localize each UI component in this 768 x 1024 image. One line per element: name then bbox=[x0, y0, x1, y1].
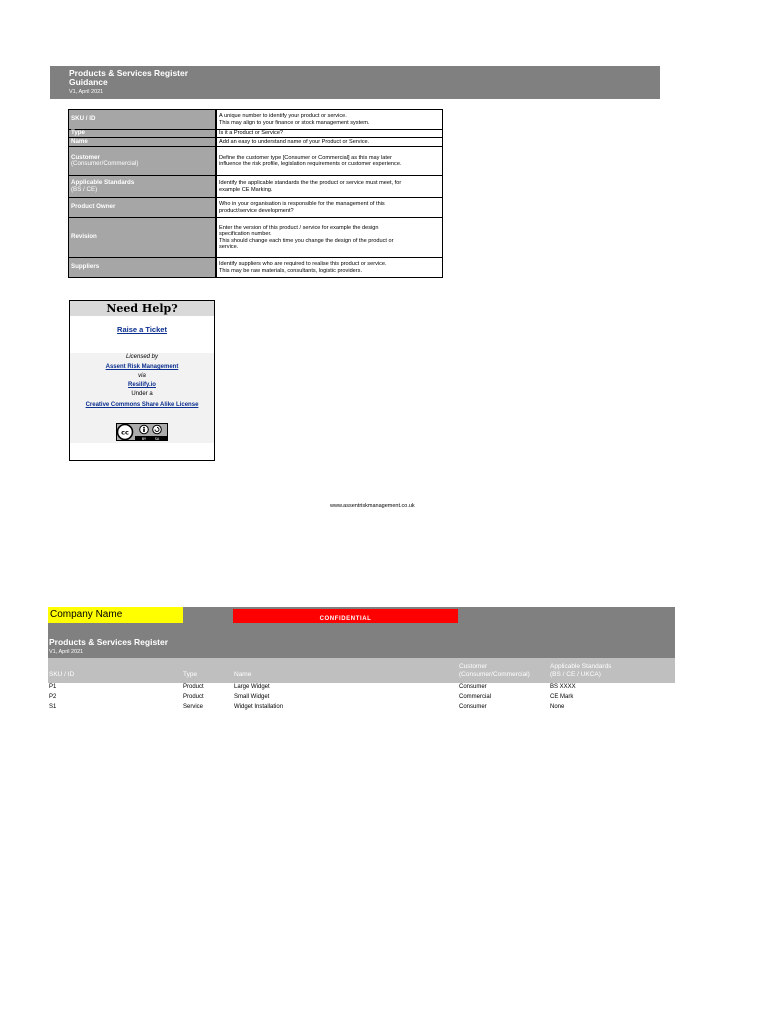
guidance-desc-cell bbox=[216, 176, 443, 198]
guidance-key: Name bbox=[71, 137, 88, 145]
guidance-key: Customer bbox=[71, 153, 100, 161]
licensed-by-text: Licensed by bbox=[125, 354, 159, 360]
table-cell: None bbox=[550, 704, 565, 710]
guidance-desc-line: Define the customer type [Consumer or Commercial] as this may later bbox=[219, 154, 392, 161]
guidance-key-cell bbox=[69, 130, 217, 138]
guidance-version: V1, April 2021 bbox=[69, 89, 104, 95]
guidance-table bbox=[68, 109, 443, 278]
website-url: www.assentriskmanagement.co.uk bbox=[330, 503, 415, 509]
guidance-key-cell bbox=[69, 176, 217, 198]
guidance-row bbox=[69, 110, 443, 130]
column-header: Name bbox=[234, 671, 252, 678]
help-box bbox=[69, 300, 215, 461]
guidance-desc-line: Is it a Product or Service? bbox=[219, 130, 284, 137]
register-version: V1, April 2021 bbox=[49, 649, 84, 655]
table-cell: Product bbox=[183, 694, 204, 700]
cc-letters: cc bbox=[121, 428, 129, 437]
guidance-desc-line: service. bbox=[219, 244, 239, 250]
guidance-desc-cell bbox=[216, 218, 443, 258]
table-cell: Commercial bbox=[459, 694, 492, 700]
guidance-desc-cell bbox=[216, 258, 443, 278]
company-name-field[interactable]: Company Name bbox=[48, 607, 183, 623]
org-link[interactable]: Assent Risk Management bbox=[105, 364, 179, 370]
guidance-desc-cell bbox=[216, 198, 443, 218]
guidance-key: Suppliers bbox=[71, 263, 100, 271]
column-header: (Consumer/Commercial) bbox=[459, 671, 530, 678]
guidance-row bbox=[69, 138, 443, 147]
guidance-key-cell bbox=[69, 110, 217, 130]
guidance-desc-cell bbox=[216, 130, 443, 138]
guidance-key-sub: (Consumer/Commercial) bbox=[71, 160, 139, 167]
cc-by-sa-icon bbox=[116, 423, 168, 441]
column-header: Type bbox=[183, 671, 198, 678]
guidance-key-cell bbox=[69, 138, 217, 147]
resilify-link[interactable]: Resilify.io bbox=[128, 382, 156, 388]
table-cell: S1 bbox=[49, 704, 57, 710]
guidance-desc-line: This may align to your finance or stock management system. bbox=[219, 119, 370, 126]
guidance-desc-line: example CE Marking. bbox=[219, 186, 273, 193]
guidance-row bbox=[69, 218, 443, 258]
guidance-desc-line: Enter the version of this product / service for example the design bbox=[219, 224, 379, 231]
guidance-key-sub: (BS / CE) bbox=[71, 185, 98, 193]
guidance-desc-line: A unique number to identify your product or service. bbox=[219, 113, 347, 119]
guidance-key: Revision bbox=[71, 233, 97, 241]
guidance-desc-line: specification number. bbox=[219, 231, 272, 237]
register-title: Products & Services Register bbox=[49, 637, 169, 647]
guidance-key-cell bbox=[69, 198, 217, 218]
guidance-key-cell bbox=[69, 218, 217, 258]
guidance-key: SKU / ID bbox=[71, 115, 96, 123]
license-link[interactable]: Creative Commons Share Alike License bbox=[85, 402, 199, 408]
guidance-key-cell bbox=[69, 258, 217, 278]
guidance-desc-cell bbox=[216, 147, 443, 176]
raise-ticket-link[interactable]: Raise a Ticket bbox=[117, 325, 167, 334]
via-text: via bbox=[138, 373, 146, 379]
under-text: Under a bbox=[131, 391, 153, 397]
column-header: Customer bbox=[459, 663, 488, 670]
column-header: Applicable Standards bbox=[550, 663, 612, 670]
guidance-row bbox=[69, 130, 443, 138]
table-cell: Large Widget bbox=[234, 684, 270, 690]
help-title: Need Help? bbox=[70, 301, 214, 316]
guidance-desc-line: This should change each time you change the design of the product or bbox=[219, 237, 394, 244]
column-header: (BS / CE / UKCA) bbox=[550, 671, 601, 678]
confidential-banner: CONFIDENTIAL bbox=[233, 609, 458, 623]
table-cell: Consumer bbox=[459, 704, 487, 710]
guidance-key: Applicable Standards bbox=[71, 179, 135, 186]
guidance-row bbox=[69, 176, 443, 198]
guidance-key-cell bbox=[69, 147, 217, 176]
guidance-row bbox=[69, 198, 443, 218]
guidance-key: Product Owner bbox=[71, 203, 116, 211]
table-cell: Product bbox=[183, 684, 204, 690]
guidance-desc-cell bbox=[216, 110, 443, 130]
guidance-key: Type bbox=[71, 129, 85, 137]
guidance-row bbox=[69, 258, 443, 278]
column-header: SKU / ID bbox=[49, 671, 75, 678]
table-cell: Widget Installation bbox=[234, 704, 284, 710]
table-cell: Consumer bbox=[459, 684, 487, 690]
by-letters: BY bbox=[141, 436, 147, 441]
guidance-desc-cell bbox=[216, 138, 443, 147]
guidance-desc-line: This may be raw materials, consultants, logistic providers. bbox=[219, 267, 363, 274]
guidance-desc-line: product/service development? bbox=[219, 207, 294, 214]
sa-letters: SA bbox=[154, 436, 160, 441]
guidance-desc-line: Add an easy to understand name of your Product or Service. bbox=[219, 138, 370, 145]
table-cell: Service bbox=[183, 704, 204, 710]
table-cell: P2 bbox=[49, 694, 57, 700]
table-cell: CE Mark bbox=[550, 694, 574, 700]
guidance-desc-line: Identify suppliers who are required to realise this product or service. bbox=[219, 261, 387, 267]
guidance-desc-line: Identify the applicable standards the the product or service must meet, for bbox=[219, 180, 402, 186]
guidance-row bbox=[69, 147, 443, 176]
table-cell: BS XXXX bbox=[550, 684, 576, 690]
guidance-desc-line: influence the risk profile, legislation requirements or customer experience. bbox=[219, 161, 402, 167]
table-cell: P1 bbox=[49, 684, 57, 690]
table-cell: Small Widget bbox=[234, 694, 270, 700]
guidance-title: Products & Services Register Guidance bbox=[69, 68, 189, 87]
guidance-desc-line: Who in your organisation is responsible for the management of this bbox=[219, 201, 385, 207]
